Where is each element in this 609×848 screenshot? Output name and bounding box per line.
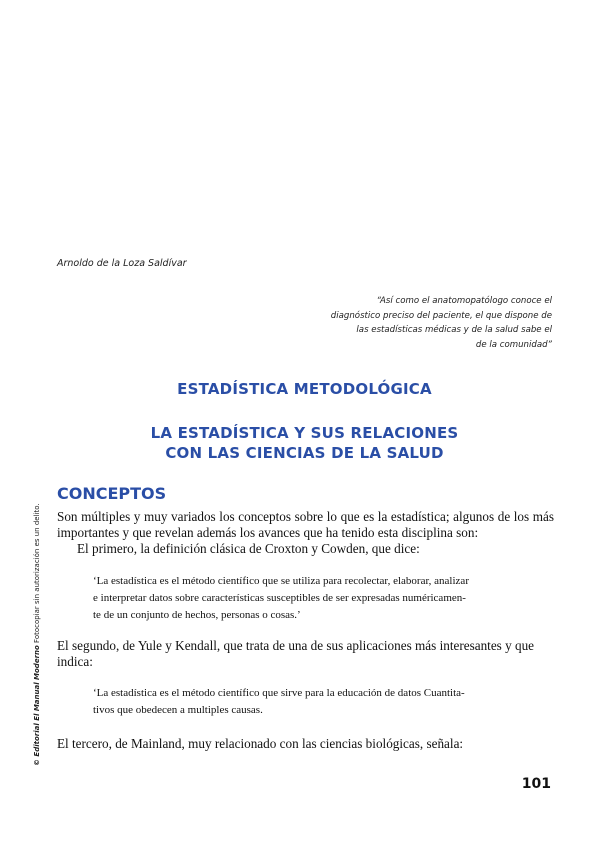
subtitle-line-2: CON LAS CIENCIAS DE LA SALUD bbox=[165, 444, 444, 462]
paragraph-third: El tercero, de Mainland, muy relacionado con las ciencias biológicas, señala: bbox=[57, 736, 464, 751]
quote-line: te de un conjunto de hechos, personas o cosas.’ bbox=[93, 609, 301, 621]
subtitle-line-1: LA ESTADÍSTICA Y SUS RELACIONES bbox=[150, 424, 459, 442]
epigraph-line: diagnóstico preciso del paciente, el que dispone de bbox=[330, 310, 552, 321]
copyright-warning: Fotocopiar sin autorización es un delito. bbox=[33, 503, 41, 646]
copyright-notice bbox=[33, 503, 41, 766]
paragraph-first-definition: El primero, la definición clásica de Croxton y Cowden, que dice: bbox=[77, 541, 420, 556]
epigraph-line: “Así como el anatomopatólogo conoce el bbox=[376, 296, 552, 306]
quote-croxton-cowden bbox=[93, 573, 517, 624]
quote-yule-kendall bbox=[93, 685, 517, 719]
paragraph-second: El segundo, de Yule y Kendall, que trata de una de sus aplicaciones más interesantes y que indica: bbox=[57, 638, 535, 669]
paragraph-text: Son múltiples y muy variados los conceptos sobre lo que es la estadística; algunos de los más importantes y que revelan además los avances que ha tenido esta disciplina son: bbox=[57, 509, 554, 540]
epigraph-line: las estadísticas médicas y de la salud sabe el bbox=[356, 325, 552, 335]
author-name: Arnoldo de la Loza Saldívar bbox=[57, 258, 187, 269]
paragraph-intro bbox=[57, 509, 554, 557]
quote-line: ‘La estadística es el método científico que se utiliza para recolectar, elaborar, analizar bbox=[93, 575, 469, 587]
epigraph-line: de la comunidad” bbox=[475, 339, 552, 350]
quote-line: tivos que obedecen a multiples causas. bbox=[93, 704, 263, 716]
chapter-subtitle bbox=[0, 423, 609, 463]
copyright-publisher: © Editorial El Manual Moderno bbox=[33, 645, 41, 766]
chapter-title: ESTADÍSTICA METODOLÓGICA bbox=[177, 380, 432, 398]
quote-line: e interpretar datos sobre características susceptibles de ser expresadas numéricamen- bbox=[93, 592, 466, 604]
page-number: 101 bbox=[521, 776, 551, 792]
quote-line: ‘La estadística es el método científico que sirve para la educación de datos Cuantita- bbox=[93, 687, 465, 699]
section-heading: CONCEPTOS bbox=[57, 484, 167, 503]
epigraph bbox=[292, 294, 552, 352]
